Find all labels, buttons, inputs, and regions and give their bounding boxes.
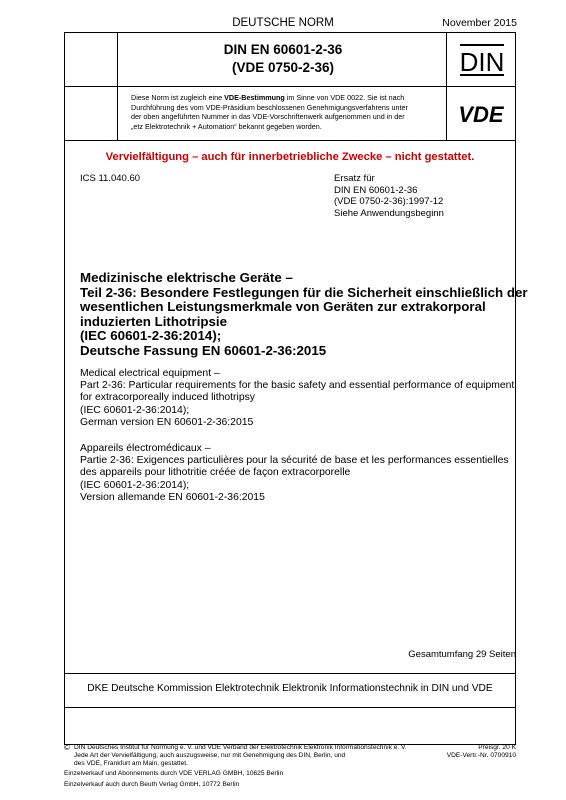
publication-date: November 2015 [442,17,517,29]
fr-title-line: des appareils pour lithotritie créée de façon extracorporelle [80,467,351,479]
vde-logo [452,102,510,126]
de-title-line: Medizinische elektrische Geräte – [80,270,293,285]
fr-title-line: Appareils électromédicaux – [80,443,211,454]
copyright-line: Jede Art der Vervielfältigung, auch auszugsweise, nur mit Genehmigung des DIN, Berlin, und [74,752,346,759]
de-title-line: Deutsche Fassung EN 60601-2-36:2015 [80,342,327,358]
copyright-notice [64,744,424,768]
french-title [80,443,510,504]
en-title-line: Medical electrical equipment – [80,368,220,379]
price-info [447,744,516,760]
replacement-info [334,173,444,219]
sale-vde: Einzelverkauf und Abonnements durch VDE VERLAG GMBH, 10625 Berlin [64,770,284,777]
copyright-line: DIN Deutsches Institut für Normung e. V. und VDE Verband der Elektrotechnik Elektronik Informationstechnik e. V. [74,744,407,751]
german-title [80,270,528,359]
fr-title-line: Version allemande EN 60601-2-36:2015 [80,491,265,503]
en-title-line: German version EN 60601-2-36:2015 [80,416,254,428]
notice-line: Durchführung des vom VDE-Präsidium beschlossenen Genehmigungsverfahrens unter [131,102,408,112]
en-title-line: for extracorporeally induced lithotripsy [80,392,255,404]
committee-bottom-rule [64,707,516,708]
price-group: Preisgr. 20 K [478,744,516,751]
notice-line: „etz Elektrotechnik + Automation“ bekannt gegeben worden. [131,121,322,131]
vde-notice [131,93,441,131]
ics-code: ICS 11.040.60 [80,173,141,184]
notice-line: der oben angeführten Nummer in das VDE-Vorschriftenwerk aufgenommen und in der [131,112,405,121]
notice-divider-right [446,86,447,140]
total-pages: Gesamtumfang 29 Seiten [408,649,516,660]
committee-top-rule [64,673,516,674]
title-bottom-rule [64,86,516,87]
ersatz-line: Siehe Anwendungsbeginn [334,207,444,219]
sale-beuth: Einzelverkauf auch durch Beuth Verlag GmbH, 10772 Berlin [64,781,240,788]
english-title [80,368,515,429]
ersatz-line: (VDE 0750-2-36):1997-12 [334,196,444,207]
vertr-number: VDE-Vertr.-Nr. 0700910 [446,752,516,759]
title-divider-right [446,32,447,87]
notice-divider-left [117,86,118,140]
ersatz-line: Ersatz für [334,173,375,184]
reproduction-warning: Vervielfältigung – auch für innerbetriebliche Zwecke – nicht gestattet. [105,151,475,163]
notice-bottom-rule [64,140,516,141]
de-title-line: induzierten Lithotripsie [80,313,228,329]
fr-title-line: (IEC 60601-2-36:2014); [80,479,190,491]
notice-line: Diese Norm ist zugleich eine VDE-Bestimmung im Sinne von VDE 0022. Sie ist nach [131,93,405,102]
notice-bold: VDE-Bestimmung [224,93,285,102]
vde-classification: (VDE 0750-2-36) [231,60,335,75]
vde-logo-text: VDE [458,102,504,126]
committee-name: DKE Deutsche Kommission Elektrotechnik Elektronik Informationstechnik in DIN und VDE [87,683,493,694]
copyright-symbol: © [64,743,70,752]
title-divider-left [117,32,118,87]
copyright-line: des VDE, Frankfurt am Main, gestattet. [74,760,188,767]
de-title-line: wesentlichen Leistungsmerkmale von Geräten zur extrakorporal [80,299,486,315]
norm-label: DEUTSCHE NORM [232,17,334,29]
fr-title-line: Partie 2-36: Exigences particulières pour la sécurité de base et les performances essentielles [80,455,509,467]
de-title-line: (IEC 60601-2-36:2014); [80,328,222,344]
en-title-line: Part 2-36: Particular requirements for the basic safety and essential performance of equipment [80,380,515,392]
ersatz-line: DIN EN 60601-2-36 [334,184,418,196]
document-number: DIN EN 60601-2-36 [223,42,343,57]
en-title-line: (IEC 60601-2-36:2014); [80,404,190,416]
din-logo [458,42,506,78]
din-logo-text: DIN [459,47,505,77]
de-title-line: Teil 2-36: Besondere Festlegungen für die Sicherheit einschließlich der [80,284,528,300]
